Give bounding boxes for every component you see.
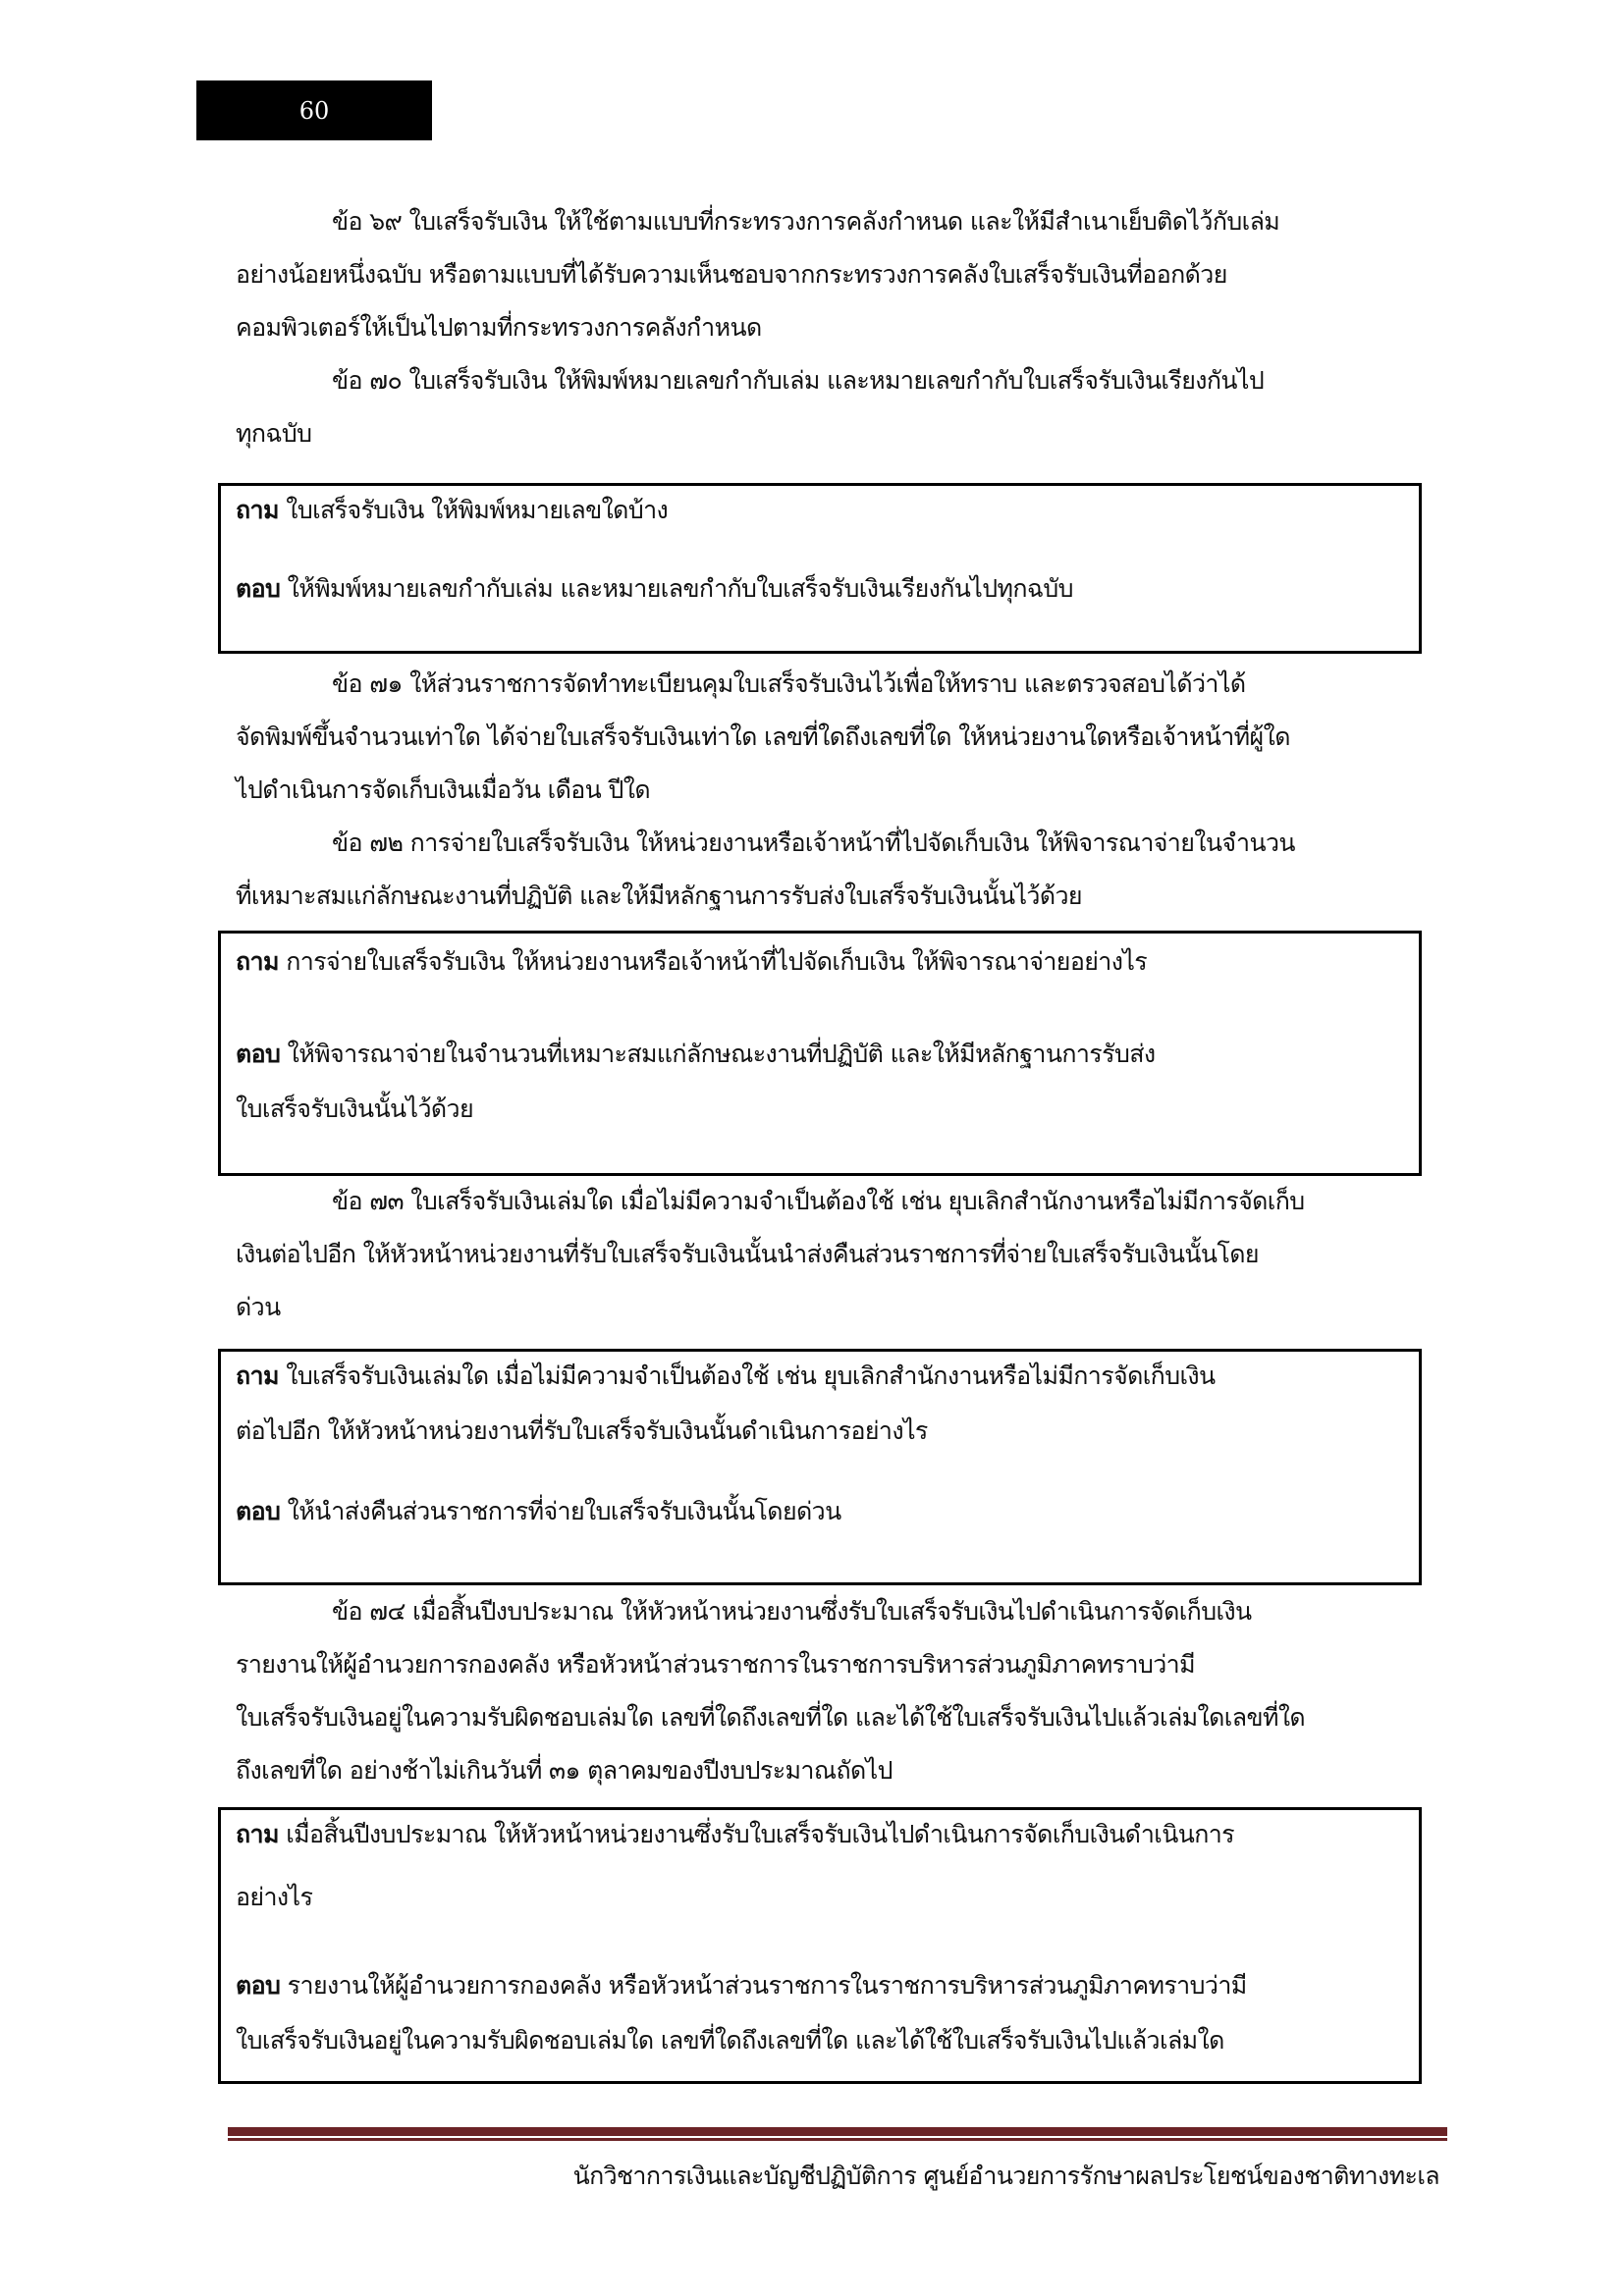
- qa-4-question-text: เมื่อสิ้นปีงบประมาณ ให้หัวหน้าหน่วยงานซึ่งรับใบเสร็จรับเงินไปดำเนินการจัดเก็บเงินดำเนินการ: [278, 1820, 1235, 1848]
- clause-74-line-4: ถึงเลขที่ใด อย่างช้าไม่เกินวันที่ ๓๑ ตุลาคมของปีงบประมาณถัดไป: [236, 1756, 893, 1785]
- clause-69-line-1: ข้อ ๖๙ ใบเสร็จรับเงิน ให้ใช้ตามแบบที่กระทรวงการคลังกำหนด และให้มีสำเนาเย็บติดไว้กับเล่ม: [332, 207, 1280, 236]
- qa-2-answer-line-2: ใบเสร็จรับเงินนั้นไว้ด้วย: [236, 1095, 474, 1123]
- clause-72-line-2: ที่เหมาะสมแก่ลักษณะงานที่ปฏิบัติ และให้มีหลักฐานการรับส่งใบเสร็จรับเงินนั้นไว้ด้วย: [236, 881, 1082, 910]
- clause-69-line-3: คอมพิวเตอร์ให้เป็นไปตามที่กระทรวงการคลังกำหนด: [236, 313, 762, 342]
- page-number: 60: [298, 96, 330, 125]
- clause-74-line-1: ข้อ ๗๔ เมื่อสิ้นปีงบประมาณ ให้หัวหน้าหน่วยงานซึ่งรับใบเสร็จรับเงินไปดำเนินการจัดเก็บเงิน: [332, 1597, 1252, 1626]
- clause-69-line-2: อย่างน้อยหนึ่งฉบับ หรือตามแบบที่ได้รับความเห็นชอบจากกระทรวงการคลังใบเสร็จรับเงินที่ออกด้วย: [236, 260, 1227, 289]
- qa-4-answer-line-2: ใบเสร็จรับเงินอยู่ในความรับผิดชอบเล่มใด เลขที่ใดถึงเลขที่ใด และได้ใช้ใบเสร็จรับเงินไปแล้วเล่มใด: [236, 2026, 1224, 2055]
- clause-73-line-2: เงินต่อไปอีก ให้หัวหน้าหน่วยงานที่รับใบเสร็จรับเงินนั้นนำส่งคืนส่วนราชการที่จ่ายใบเสร็จรับเงินนั้นโดย: [236, 1240, 1259, 1268]
- qa-2-answer: [236, 1038, 1156, 1071]
- clause-74-line-3: ใบเสร็จรับเงินอยู่ในความรับผิดชอบเล่มใด เลขที่ใดถึงเลขที่ใด และได้ใช้ใบเสร็จรับเงินไปแล้วเล่มใดเลขที่ใด: [236, 1703, 1306, 1732]
- clause-70-line-2: ทุกฉบับ: [236, 419, 312, 448]
- qa-2-question-text: การจ่ายใบเสร็จรับเงิน ให้หน่วยงานหรือเจ้าหน้าที่ไปจัดเก็บเงิน ให้พิจารณาจ่ายอย่างไร: [278, 947, 1148, 976]
- qa-1-answer: [236, 572, 1073, 606]
- clause-71-line-1: ข้อ ๗๑ ให้ส่วนราชการจัดทำทะเบียนคุมใบเสร็จรับเงินไว้เพื่อให้ทราบ และตรวจสอบได้ว่าได้: [332, 669, 1246, 698]
- qa-box-2: [218, 931, 1422, 1176]
- answer-label: ตอบ: [236, 1971, 281, 2000]
- qa-4-question-line-2: อย่างไร: [236, 1883, 313, 1911]
- clause-71-line-2: จัดพิมพ์ขึ้นจำนวนเท่าใด ได้จ่ายใบเสร็จรับเงินเท่าใด เลขที่ใดถึงเลขที่ใด ให้หน่วยงานใดหรือเจ้าหน้าที่ผู้ใด: [236, 722, 1290, 751]
- qa-2-answer-text: ให้พิจารณาจ่ายในจำนวนที่เหมาะสมแก่ลักษณะงานที่ปฏิบัติ และให้มีหลักฐานการรับส่ง: [280, 1040, 1156, 1068]
- qa-4-question: [236, 1818, 1234, 1851]
- answer-label: ตอบ: [236, 1040, 281, 1068]
- clause-73-line-3: ด่วน: [236, 1293, 281, 1321]
- clause-70-line-1: ข้อ ๗๐ ใบเสร็จรับเงิน ให้พิมพ์หมายเลขกำกับเล่ม และหมายเลขกำกับใบเสร็จรับเงินเรียงกันไป: [332, 366, 1265, 395]
- qa-3-answer: [236, 1495, 841, 1528]
- qa-1-question: [236, 494, 668, 527]
- question-label: ถาม: [236, 496, 279, 524]
- footer-rule-thin: [228, 2138, 1447, 2141]
- qa-box-4: [218, 1807, 1422, 2084]
- clause-73-line-1: ข้อ ๗๓ ใบเสร็จรับเงินเล่มใด เมื่อไม่มีความจำเป็นต้องใช้ เช่น ยุบเลิกสำนักงานหรือไม่มีการจัดเก็บ: [332, 1187, 1305, 1215]
- qa-3-answer-text: ให้นำส่งคืนส่วนราชการที่จ่ายใบเสร็จรับเงินนั้นโดยด่วน: [280, 1497, 841, 1525]
- page-number-tab: [196, 80, 432, 140]
- qa-1-question-text: ใบเสร็จรับเงิน ให้พิมพ์หมายเลขใดบ้าง: [278, 496, 669, 524]
- clause-74-line-2: รายงานให้ผู้อำนวยการกองคลัง หรือหัวหน้าส่วนราชการในราชการบริหารส่วนภูมิภาคทราบว่ามี: [236, 1650, 1195, 1679]
- question-label: ถาม: [236, 1362, 279, 1390]
- footer-rule-thick: [228, 2127, 1447, 2136]
- qa-2-question: [236, 945, 1147, 979]
- answer-label: ตอบ: [236, 574, 281, 603]
- answer-label: ตอบ: [236, 1497, 281, 1525]
- qa-box-3: [218, 1349, 1422, 1585]
- qa-box-1: [218, 483, 1422, 654]
- clause-71-line-3: ไปดำเนินการจัดเก็บเงินเมื่อวัน เดือน ปีใด: [236, 775, 650, 804]
- qa-3-question-line-2: ต่อไปอีก ให้หัวหน้าหน่วยงานที่รับใบเสร็จรับเงินนั้นดำเนินการอย่างไร: [236, 1416, 928, 1445]
- qa-4-answer-text: รายงานให้ผู้อำนวยการกองคลัง หรือหัวหน้าส่วนราชการในราชการบริหารส่วนภูมิภาคทราบว่ามี: [280, 1971, 1247, 2000]
- footer-text: นักวิชาการเงินและบัญชีปฏิบัติการ ศูนย์อำนวยการรักษาผลประโยชน์ของชาติทางทะเล: [572, 2162, 1439, 2190]
- clause-72-line-1: ข้อ ๗๒ การจ่ายใบเสร็จรับเงิน ให้หน่วยงานหรือเจ้าหน้าที่ไปจัดเก็บเงิน ให้พิจารณาจ่ายในจำนวน: [332, 828, 1295, 857]
- qa-3-question: [236, 1360, 1216, 1393]
- qa-4-answer: [236, 1969, 1247, 2002]
- question-label: ถาม: [236, 947, 279, 976]
- qa-3-question-text: ใบเสร็จรับเงินเล่มใด เมื่อไม่มีความจำเป็นต้องใช้ เช่น ยุบเลิกสำนักงานหรือไม่มีการจัดเก็บเงิน: [278, 1362, 1216, 1390]
- qa-1-answer-text: ให้พิมพ์หมายเลขกำกับเล่ม และหมายเลขกำกับใบเสร็จรับเงินเรียงกันไปทุกฉบับ: [280, 574, 1073, 603]
- question-label: ถาม: [236, 1820, 279, 1848]
